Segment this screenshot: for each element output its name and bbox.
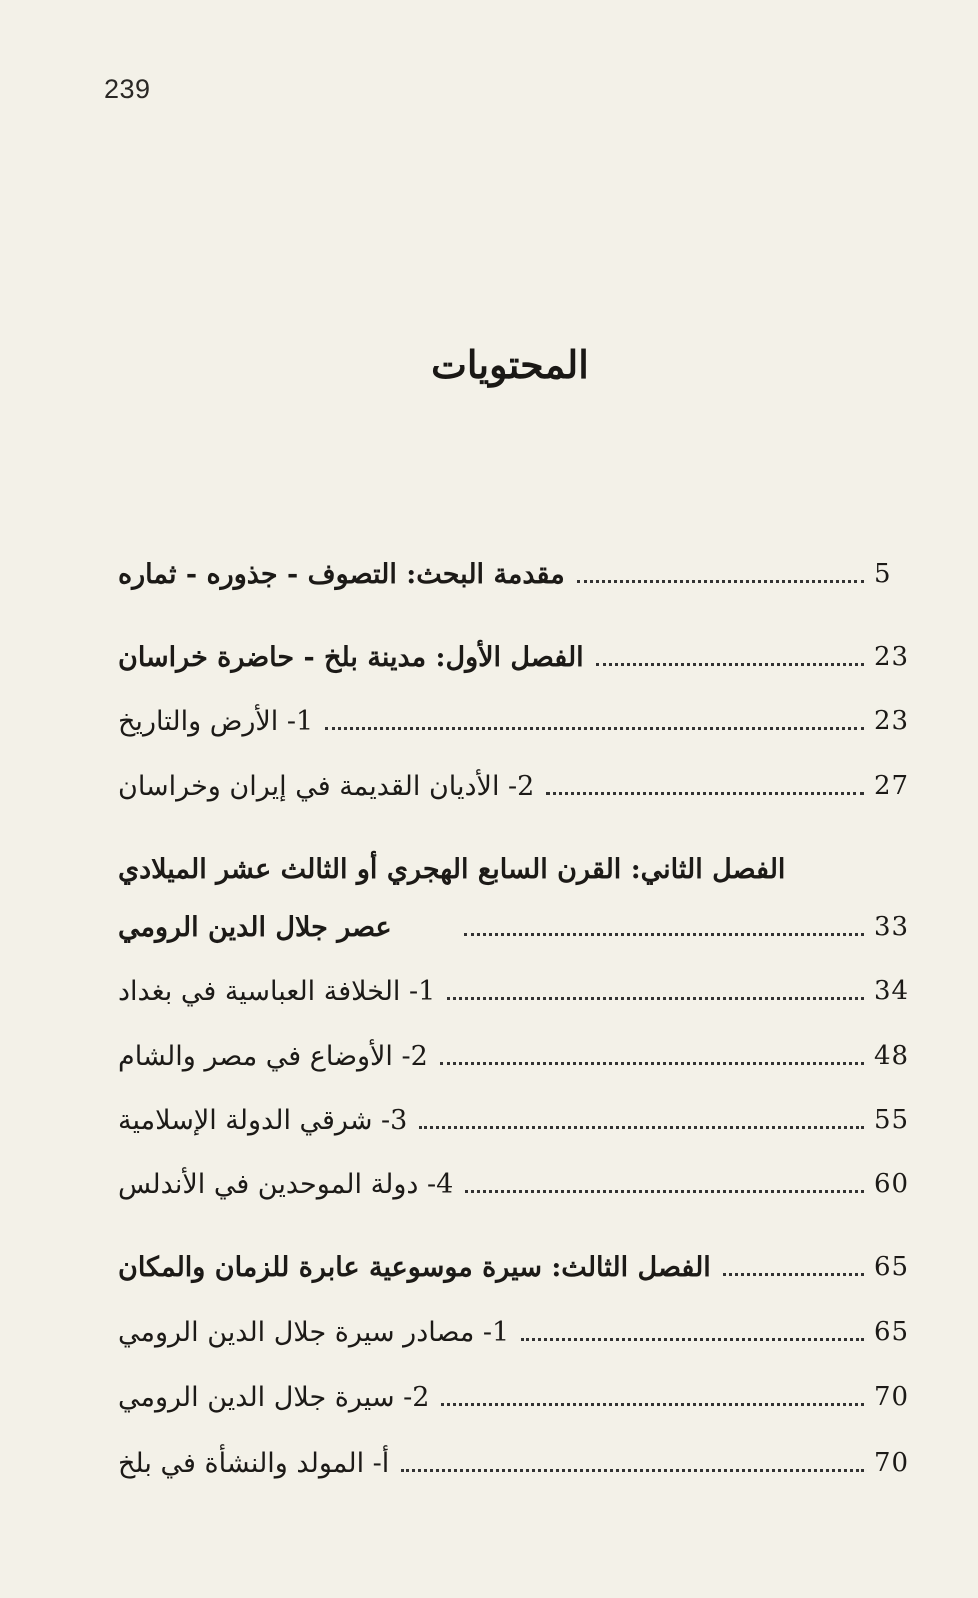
toc-entry-section [118,698,918,744]
entry-title: 2- سيرة جلال الدين الرومي [118,1381,430,1413]
dot-leader [440,1033,864,1079]
toc-entry-section [118,763,918,809]
entry-page-number: 65 [874,1252,910,1282]
entry-title: 1- مصادر سيرة جلال الدين الرومي [118,1316,510,1348]
entry-page-number: 70 [874,1382,910,1412]
entry-title: 2- الأوضاع في مصر والشام [118,1040,428,1072]
entry-page-number: 70 [874,1448,910,1478]
entry-page-number: 65 [874,1317,910,1347]
entry-page-number: 55 [874,1105,910,1135]
toc-entry-chapter-2-subtitle [118,904,918,950]
entry-title: عصر جلال الدين الرومي [118,911,392,943]
entry-title: الفصل الأول: مدينة بلخ - حاضرة خراسان [118,641,584,673]
toc-entry-subsection [118,1440,918,1486]
entry-title: 1- الخلافة العباسية في بغداد [118,975,436,1007]
entry-page-number: 5 [874,559,892,589]
entry-title: 2- الأديان القديمة في إيران وخراسان [118,770,535,802]
toc-entry-introduction [118,551,918,597]
toc-entry-chapter-3 [118,1244,918,1290]
toc-entry-chapter-1 [118,634,918,680]
toc-entry-section [118,1161,918,1207]
dot-leader [401,1440,864,1486]
dot-leader [577,551,864,597]
toc-entry-section [118,1309,918,1355]
dot-leader [419,1097,864,1143]
dot-leader [464,904,864,950]
entry-page-number: 27 [874,771,910,801]
table-of-contents [118,0,918,1598]
entry-title: 1- الأرض والتاريخ [118,705,314,737]
entry-page-number: 33 [874,912,910,942]
dot-leader [521,1309,864,1355]
entry-page-number: 23 [874,642,910,672]
entry-title: الفصل الثالث: سيرة موسوعية عابرة للزمان والمكان [118,1251,711,1283]
dot-leader [723,1244,864,1290]
page-title: المحتويات [431,342,589,387]
entry-title: مقدمة البحث: التصوف - جذوره - ثماره [118,558,565,590]
entry-title: الفصل الثاني: القرن السابع الهجري أو الثالث عشر الميلادي [118,853,786,885]
entry-title: أ- المولد والنشأة في بلخ [118,1447,390,1479]
toc-entry-section [118,968,918,1014]
toc-entry-section [118,1097,918,1143]
entry-page-number: 60 [874,1169,910,1199]
dot-leader [546,763,864,809]
dot-leader [465,1161,864,1207]
entry-page-number: 23 [874,706,910,736]
toc-entry-section [118,1033,918,1079]
entry-page-number: 48 [874,1041,910,1071]
dot-leader [441,1374,864,1420]
toc-entry-section [118,1374,918,1420]
dot-leader [325,698,864,744]
entry-title: 4- دولة الموحدين في الأندلس [118,1168,454,1200]
entry-page-number: 34 [874,976,910,1006]
entry-title: 3- شرقي الدولة الإسلامية [118,1104,408,1136]
dot-leader [596,634,864,680]
dot-leader [447,968,864,1014]
page-number: 239 [104,74,151,104]
toc-entry-chapter-2 [118,846,918,892]
